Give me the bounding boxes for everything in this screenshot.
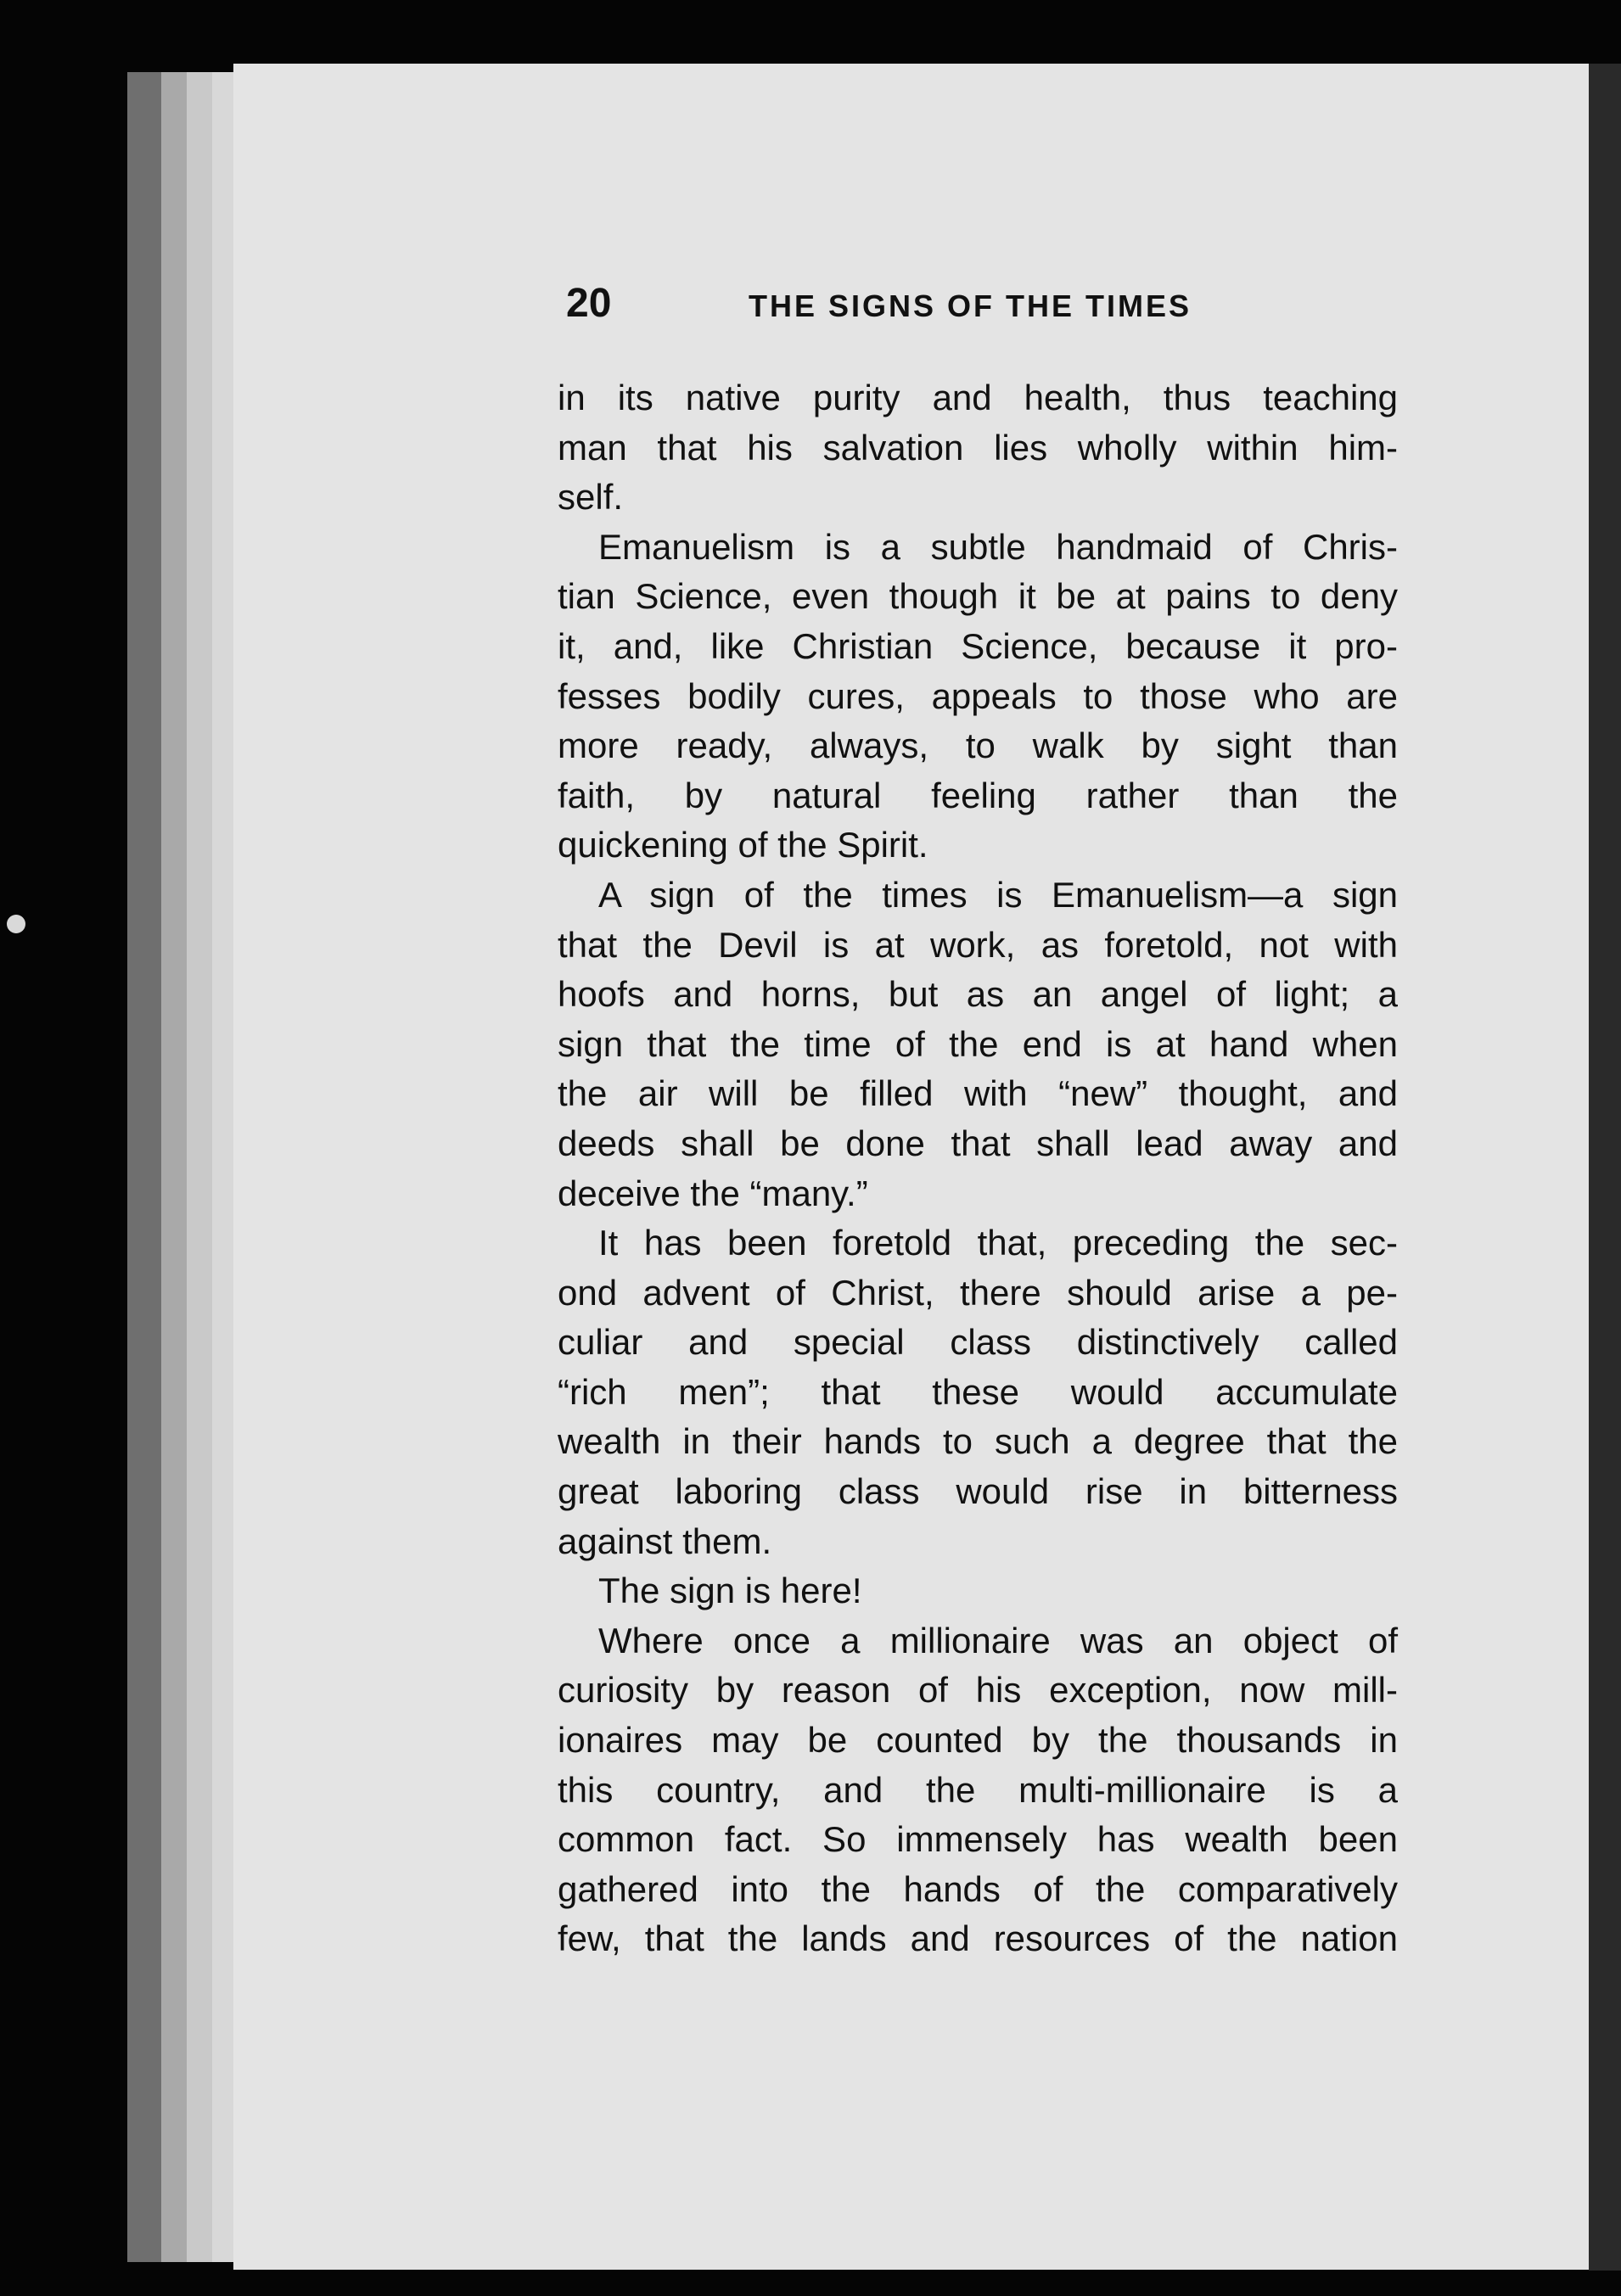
text-line: deeds shall be done that shall lead away and	[558, 1123, 1398, 1163]
text-line: ond advent of Christ, there should arise a pe-	[558, 1272, 1398, 1313]
text-line: A sign of the times is Emanuelism—a sign	[598, 874, 1398, 915]
text-line: curiosity by reason of his exception, now mill-	[558, 1670, 1398, 1711]
text-line: It has been foretold that, preceding the sec-	[598, 1223, 1398, 1263]
right-margin-shadow	[1589, 64, 1621, 2271]
text-line: gathered into the hands of the comparatively	[558, 1868, 1398, 1909]
text-line: ionaires may be counted by the thousands in	[558, 1720, 1398, 1761]
text-line: common fact. So immensely has wealth been	[558, 1819, 1398, 1860]
text-line: wealth in their hands to such a degree that the	[558, 1421, 1398, 1462]
page-edge	[212, 72, 233, 2262]
text-line: against them.	[558, 1520, 772, 1561]
text-line: sign that the time of the end is at hand when	[558, 1023, 1398, 1064]
text-line: fesses bodily cures, appeals to those who are	[558, 675, 1398, 716]
text-line: few, that the lands and resources of the nation	[558, 1918, 1398, 1959]
page-edge	[187, 72, 212, 2262]
text-line: culiar and special class distinctively called	[558, 1322, 1398, 1363]
text-line: Emanuelism is a subtle handmaid of Chris-	[598, 526, 1398, 567]
text-line: man that his salvation lies wholly within him-	[558, 427, 1398, 468]
body-text	[558, 373, 1398, 1964]
text-line: in its native purity and health, thus teaching	[558, 378, 1398, 417]
text-line: great laboring class would rise in bitterness	[558, 1471, 1398, 1512]
text-line: The sign is here!	[598, 1571, 862, 1611]
page-edge	[161, 72, 187, 2262]
text-line: this country, and the multi-millionaire is a	[558, 1769, 1398, 1810]
text-line: tian Science, even though it be at pains to deny	[558, 576, 1398, 617]
text-line: that the Devil is at work, as foretold, not with	[558, 924, 1398, 965]
text-line: Where once a millionaire was an object of	[598, 1620, 1398, 1660]
running-head	[566, 280, 1398, 331]
running-title: THE SIGNS OF THE TIMES	[749, 288, 1192, 323]
text-line: quickening of the Spirit.	[558, 825, 928, 865]
text-line: hoofs and horns, but as an angel of light; a	[558, 974, 1398, 1015]
text-line: deceive the “many.”	[558, 1173, 868, 1213]
text-line: faith, by natural feeling rather than the	[558, 775, 1398, 815]
text-line: “rich men”; that these would accumulate	[558, 1371, 1398, 1412]
text-line: the air will be filled with “new” thought, and	[558, 1073, 1398, 1114]
scan-artifact-dot	[7, 915, 25, 933]
page-edge	[127, 72, 161, 2262]
page-number: 20	[566, 281, 612, 326]
text-line: self.	[558, 477, 624, 518]
text-line: more ready, always, to walk by sight than	[558, 725, 1398, 766]
text-line: it, and, like Christian Science, because it pro-	[558, 625, 1398, 666]
